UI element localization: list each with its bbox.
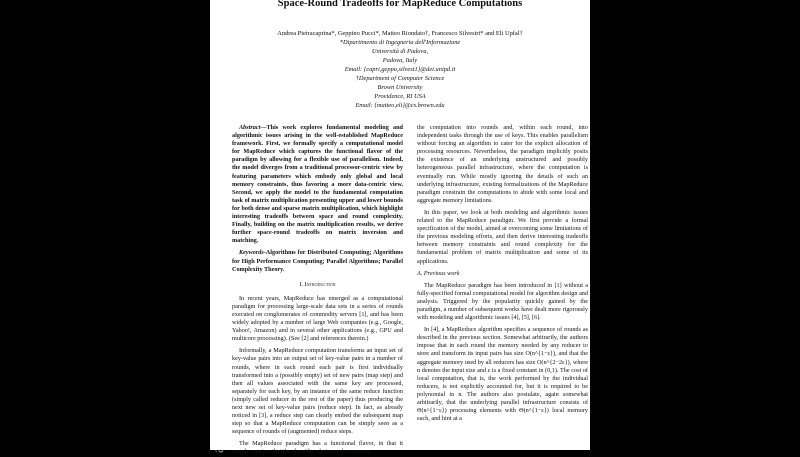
abstract-text: —This work explores fundamental modeling and algorithmic issues arising in the well-established MapReduce framework. First, we formally specify a computational model for MapReduce which captures the functional flavor of the paradigm by allowing for a flexible use of parallelism. Indeed, the model diverges from a traditional processor-centric view by featuring parameters which embody only global and local memory constraints, thus favoring a more data-centric view. Second, we apply the model to the fundamental computation task of matrix multiplication presenting upper and lower bounds for both dense and sparse matrix multiplication, which highlight interesting tradeoffs between space and round complexity. Finally, building on the matrix multiplication results, we derive further space-round tradeoffs on matrix inversion and matching. xyxy=(232,124,403,245)
body-paragraph: Informally, a MapReduce computation transforms an input set of key-value pairs into an output set of key-value pairs in a number of rounds, where in each round each pair is first individually transformed into a (possibly empty) set of new pairs (map step) and then all values associated with the same key are processed, separately for each key, by an instance of the same reduce function (simply called reducer in the rest of the paper) thus producing the next new set of key-value pairs (reduce step). In fact, as already noticed in [3], a reduce step can clearly embed the subsequent map step so that a MapReduce computation can be simply seen as a sequence of rounds of (augmented) reduce steps. xyxy=(232,347,403,436)
affiliation-line: Padova, Italy xyxy=(382,57,418,64)
affiliation-line: Providence, RI USA xyxy=(374,93,426,100)
abstract-label: Abstract xyxy=(239,124,261,131)
affiliation-line: Brown University xyxy=(377,84,423,91)
keywords-label: Keywords xyxy=(239,249,264,257)
body-paragraph: The MapReduce paradigm has a functional flavor, in that it merely requires that the algorithm designer decomposes xyxy=(232,440,403,456)
affiliation-email: Email: {matteo,eli}@cs.brown.edu xyxy=(355,102,445,109)
affiliation-line: †Department of Computer Science xyxy=(355,75,445,82)
body-paragraph: In recent years, MapReduce has emerged as a computational paradigm for processing large-scale data sets in a series of rounds executed on conglomerates of commodity servers [1], and has been widely adopted by a number of large Web companies (e.g., Google, Yahoo!, Amazon) and in several other applications (e.g., GPU and multicore processing). (See [2] and references therein.) xyxy=(232,294,403,343)
affiliation-email: Email: {capri,geppo,silvest1}@dei.unipd.it xyxy=(344,66,456,73)
affiliation-line: Università di Padova, xyxy=(371,48,429,55)
affiliation-line: *Dipartimento di Ingegneria dell'Informazione xyxy=(339,39,461,46)
section-heading-introduction: I. Introduction xyxy=(299,280,336,288)
right-column xyxy=(417,124,588,423)
paper-title: Space-Round Tradeoffs for MapReduce Computations xyxy=(277,0,523,9)
left-column xyxy=(232,124,403,457)
paper-page xyxy=(210,0,590,456)
keywords xyxy=(232,249,403,273)
body-paragraph: the computation into rounds and, within each round, into independent tasks through the use of keys. This enables parallelism without forcing an algorithm to cater for the explicit allocation of processing resources. Nevertheless, the paradigm implicitly posits the existence of an underlying unstructured and possibly heterogeneous parallel infrastructure, where the computation is eventually run. While mostly ignoring the details of such an underlying infrastructure, existing formalizations of the MapReduce paradigm constrain the computations to abide with some local and aggregate memory limitations. xyxy=(417,124,588,204)
subsection-heading-previous-work: A. Previous work xyxy=(417,269,460,277)
body-paragraph: The MapReduce paradigm has been introduced in [1] without a fully-specified formal computational model for algorithm design and analysis. Triggered by the popularity quickly gained by the paradigm, a number of subsequent works have dealt more rigorously with modeling and algorithmic issues [4], [5], [6]. xyxy=(417,281,588,322)
author-list: Andrea Pietracaprina*, Geppino Pucci*, Matteo Riondato†, Francesco Silvestri* and Eli Upfal† xyxy=(277,30,523,37)
keywords-text: -Algorithms for Distributed Computing; Algorithms for High Performance Computing; Parallel Algorithms; Parallel Complexity Theory. xyxy=(232,249,403,273)
body-paragraph: In this paper, we look at both modeling and algorithmic issues related to the MapReduce paradigm. We first provide a formal specification of the model, aimed at overcoming some limitations of the previous modeling efforts, and then derive interesting tradeoffs between memory constraints and round complexity for the fundamental problem of matrix multiplication and some of its applications. xyxy=(417,208,588,265)
body-paragraph: In [4], a MapReduce algorithm specifies a sequence of rounds as described in the previous section. Somewhat arbitrarily, the authors impose that in each round the memory needed by any reducer to store and transform its input pairs has size O(n^{1−ε}), and that the aggregate memory used by all reducers has size O(n^{2−2ε}), where n denotes the input size and ε is a fixed constant in (0,1). The cost of local computation, that is, the work performed by the individual reducers, is not explicitly accounted for, but it is required to be polynomial in n. The authors also postulate, again somewhat arbitrarily, that the underlying parallel infrastructure consists of Θ(n^{1−ε}) processing elements with Θ(n^{1−ε}) local memory each, and hint at a xyxy=(417,326,588,423)
abstract xyxy=(232,124,403,245)
